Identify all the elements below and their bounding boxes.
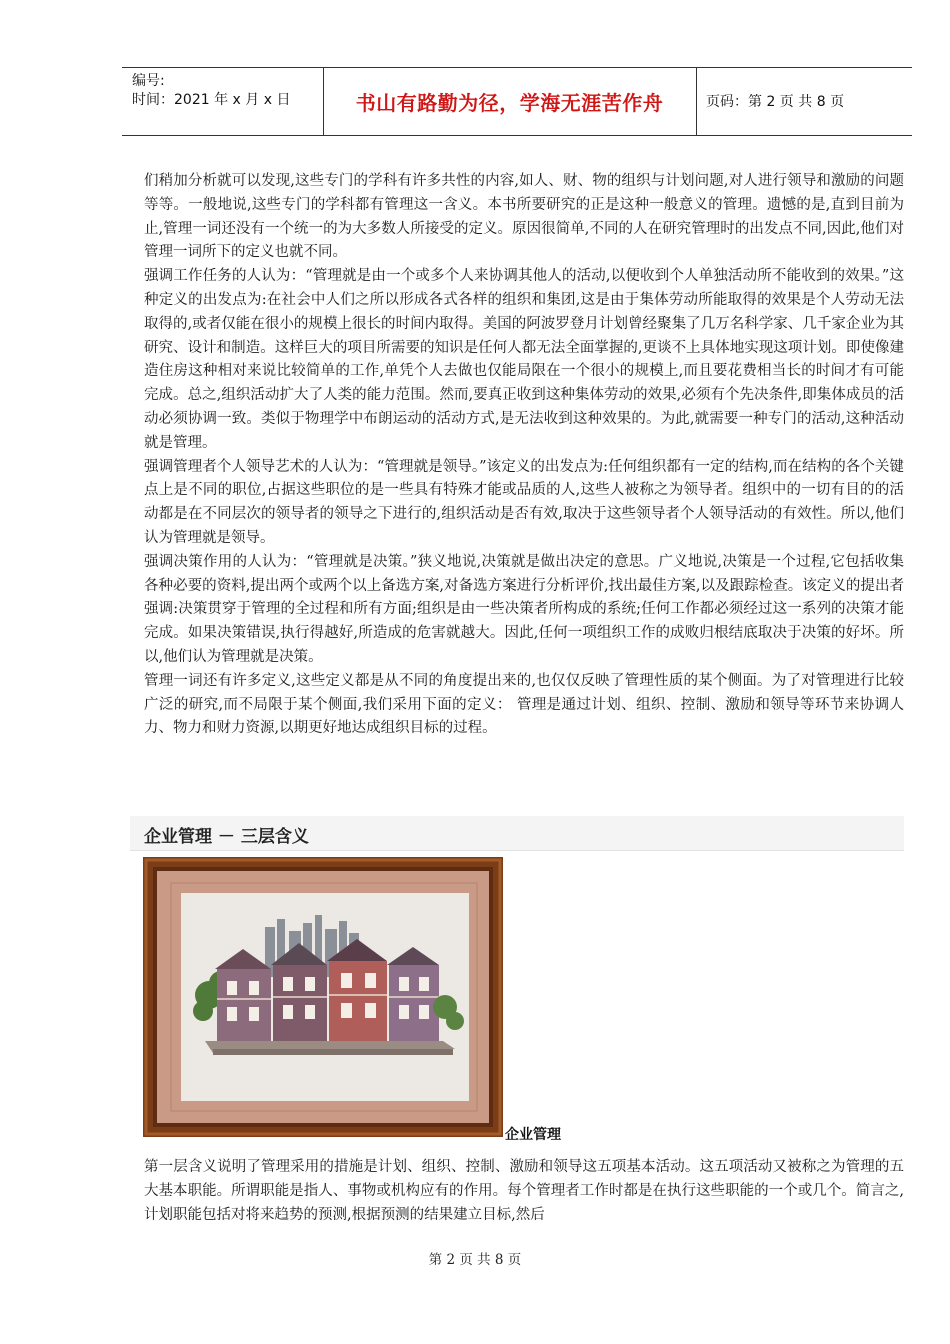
body-text: [144, 170, 904, 741]
header-motto: 书山有路勤为径，学海无涯苦作舟: [355, 90, 664, 115]
section-heading-bar: [130, 816, 904, 851]
header-divider: [696, 67, 697, 135]
paragraph: 们稍加分析就可以发现,这些专门的学科有许多共性的内容,如人、财、物的组织与计划问题,对人进行领导和激励的问题等等。一般地说,这些专门的学科都有管理这一含义。本书所要研究的正是这种一般意义的管理。遗憾的是,直到目前为止,管理一词还没有一个统一的为大多数人所接受的定义。原因很简单,不同的人在研究管理时的出发点不同,因此,他们对管理一词所下的定义也就不同。: [144, 173, 904, 261]
paragraph: 强调工作任务的人认为：“管理就是由一个或多个人来协调其他人的活动,以便收到个人单独活动所不能收到的效果。”这种定义的出发点为:在社会中人们之所以形成各式各样的组织和集团,这是由于集体劳动所能取得的效果是个人劳动无法取得的,或者仅能在很小的规模上很长的时间内取得。美国的阿波罗登月计划曾经聚集了几万名科学家、几千家企业为其研究、设计和制造。这样巨大的项目所需要的知识是任何人都无法全面掌握的,更谈不上具体地实现这项计划。即使像建造住房这种相对来说比较简单的工作,单凭个人去做也仅能局限在一个很小的规模上,而且要花费相当长的时间才有可能完成。总之,组织活动扩大了人类的能力范围。然而,要真正收到这种集体劳动的效果,必须有个先决条件,即集体成员的活动必须协调一致。类似于物理学中布朗运动的活动方式,是无法收到这种效果的。为此,就需要一种专门的活动,这种活动就是管理。: [144, 268, 904, 451]
paragraph: 强调管理者个人领导艺术的人认为：“管理就是领导。”该定义的出发点为:任何组织都有一定的结构,而在结构的各个关键点上是不同的职位,占据这些职位的是一些具有特殊才能或品质的人,这些人被称之为领导者。组织中的一切有目的的活动都是在不同层次的领导者的领导之下进行的,组织活动是否有效,取决于这些领导者个人领导活动的有效性。所以,他们认为管理就是领导。: [144, 458, 904, 546]
paragraph: 第一层含义说明了管理采用的措施是计划、组织、控制、激励和领导这五项基本活动。这五项活动又被称之为管理的五大基本职能。所谓职能是指人、事物或机构应有的作用。每个管理者工作时都是在执行这些职能的一个或几个。简言之,计划职能包括对将来趋势的预测,根据预测的结果建立目标,然后: [144, 1159, 904, 1223]
header-meta: [132, 72, 290, 110]
section-title: 企业管理 － 三层含义: [144, 827, 309, 847]
figure-caption: 企业管理: [505, 1127, 561, 1143]
document-number-label: 编号:: [132, 73, 165, 89]
body-text-continued: [144, 1156, 904, 1227]
header-page-number: 页码：第 2 页 共 8 页: [706, 94, 845, 110]
document-time-label: 时间：2021 年 x 月 x 日: [132, 92, 291, 108]
page-footer: 第 2 页 共 8 页: [428, 1252, 522, 1268]
header-bottom-rule: [122, 135, 912, 136]
paragraph: 强调决策作用的人认为：“管理就是决策。”狭义地说,决策就是做出决定的意思。广义地说,决策是一个过程,它包括收集各种必要的资料,提出两个或两个以上备选方案,对备选方案进行分析评价,找出最佳方案,以及跟踪检查。该定义的提出者强调:决策贯穿于管理的全过程和所有方面;组织是由一些决策者所构成的系统;任何工作都必须经过这一系列的决策才能完成。如果决策错误,执行得越好,所造成的危害就越大。因此,任何一项组织工作的成败归根结底取决于决策的好坏。所以,他们认为管理就是决策。: [144, 553, 904, 665]
framed-houses-image: [143, 857, 503, 1137]
paragraph: 管理一词还有许多定义,这些定义都是从不同的角度提出来的,也仅仅反映了管理性质的某个侧面。为了对管理进行比较广泛的研究,而不局限于某个侧面,我们采用下面的定义： 管理是通过计划、组织、控制、激励和领导等环节来协调人力、物力和财力资源,以期更好地达成组织目标的过程。: [144, 672, 904, 737]
